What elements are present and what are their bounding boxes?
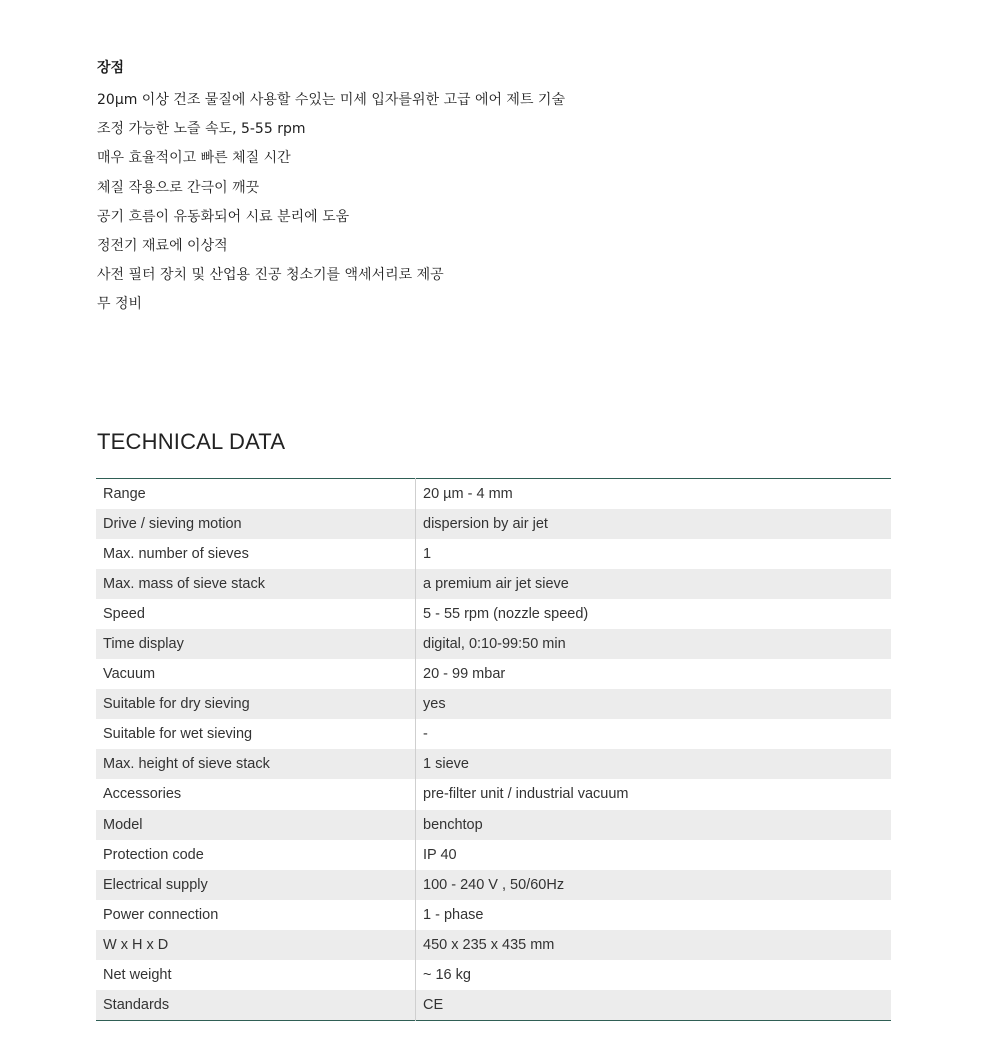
- spec-label: Protection code: [96, 840, 416, 870]
- spec-label: Max. height of sieve stack: [96, 749, 416, 779]
- table-row: [96, 539, 891, 569]
- advantage-item: 공기 흐름이 유동화되어 시료 분리에 도움: [97, 208, 350, 225]
- advantage-item: 정전기 재료에 이상적: [97, 237, 228, 254]
- spec-label: Suitable for dry sieving: [96, 689, 416, 719]
- table-row: [96, 689, 891, 719]
- technical-data-table: [96, 478, 891, 1021]
- spec-label: Net weight: [96, 960, 416, 990]
- spec-value: 5 - 55 rpm (nozzle speed): [423, 605, 589, 622]
- advantages-list: [97, 86, 897, 320]
- spec-label: Electrical supply: [96, 870, 416, 900]
- spec-label: Max. number of sieves: [96, 539, 416, 569]
- spec-value: 1 sieve: [423, 756, 469, 773]
- table-row: [96, 599, 891, 629]
- table-row: [96, 659, 891, 689]
- spec-value: benchtop: [423, 816, 483, 833]
- spec-value: 1: [423, 545, 432, 562]
- table-row: [96, 749, 891, 779]
- spec-value: digital, 0:10-99:50 min: [423, 636, 566, 653]
- spec-label: Model: [96, 810, 416, 840]
- spec-value: CE: [423, 996, 444, 1013]
- spec-value: 20 µm - 4 mm: [423, 485, 513, 502]
- advantage-item: 무 정비: [97, 296, 143, 313]
- spec-label: Power connection: [96, 900, 416, 930]
- advantage-item: 조정 가능한 노즐 속도, 5-55 rpm: [97, 121, 306, 138]
- spec-label: Speed: [96, 599, 416, 629]
- spec-value: -: [423, 726, 428, 743]
- spec-label: Range: [96, 479, 416, 509]
- spec-value: IP 40: [423, 846, 457, 863]
- advantages-heading: 장점: [97, 60, 125, 76]
- spec-value: dispersion by air jet: [423, 515, 548, 532]
- advantage-item: 매우 효율적이고 빠른 체질 시간: [97, 150, 291, 167]
- table-row: [96, 960, 891, 990]
- technical-data-title: TECHNICAL DATA: [97, 429, 286, 454]
- table-row: [96, 629, 891, 659]
- spec-label: Vacuum: [96, 659, 416, 689]
- spec-value: 1 - phase: [423, 906, 484, 923]
- spec-label: Time display: [96, 629, 416, 659]
- spec-value: a premium air jet sieve: [423, 575, 569, 592]
- spec-label: Max. mass of sieve stack: [96, 569, 416, 599]
- spec-value: 20 - 99 mbar: [423, 666, 506, 683]
- spec-label: Drive / sieving motion: [96, 509, 416, 539]
- table-row: [96, 479, 891, 509]
- advantage-item: 20μm 이상 건조 물질에 사용할 수있는 미세 입자를위한 고급 에어 제트 기술: [97, 92, 565, 108]
- spec-value: 450 x 235 x 435 mm: [423, 936, 555, 953]
- spec-value: pre-filter unit / industrial vacuum: [423, 786, 629, 803]
- spec-value: 100 - 240 V , 50/60Hz: [423, 876, 565, 893]
- spec-label: Suitable for wet sieving: [96, 719, 416, 749]
- table-row: [96, 930, 891, 960]
- spec-value: yes: [423, 696, 446, 713]
- spec-label: Standards: [96, 990, 416, 1020]
- advantages-section: [97, 57, 897, 320]
- table-row: [96, 990, 891, 1020]
- table-row: [96, 900, 891, 930]
- table-row: [96, 840, 891, 870]
- table-row: [96, 779, 891, 809]
- table-row: [96, 509, 891, 539]
- table-row: [96, 569, 891, 599]
- table-row: [96, 719, 891, 749]
- spec-label: W x H x D: [96, 930, 416, 960]
- spec-value: ~ 16 kg: [423, 967, 471, 984]
- spec-label: Accessories: [96, 779, 416, 809]
- advantage-item: 체질 작용으로 간극이 깨끗: [97, 179, 260, 196]
- table-row: [96, 810, 891, 840]
- advantage-item: 사전 필터 장치 및 산업용 진공 청소기를 액세서리로 제공: [97, 267, 444, 284]
- table-row: [96, 870, 891, 900]
